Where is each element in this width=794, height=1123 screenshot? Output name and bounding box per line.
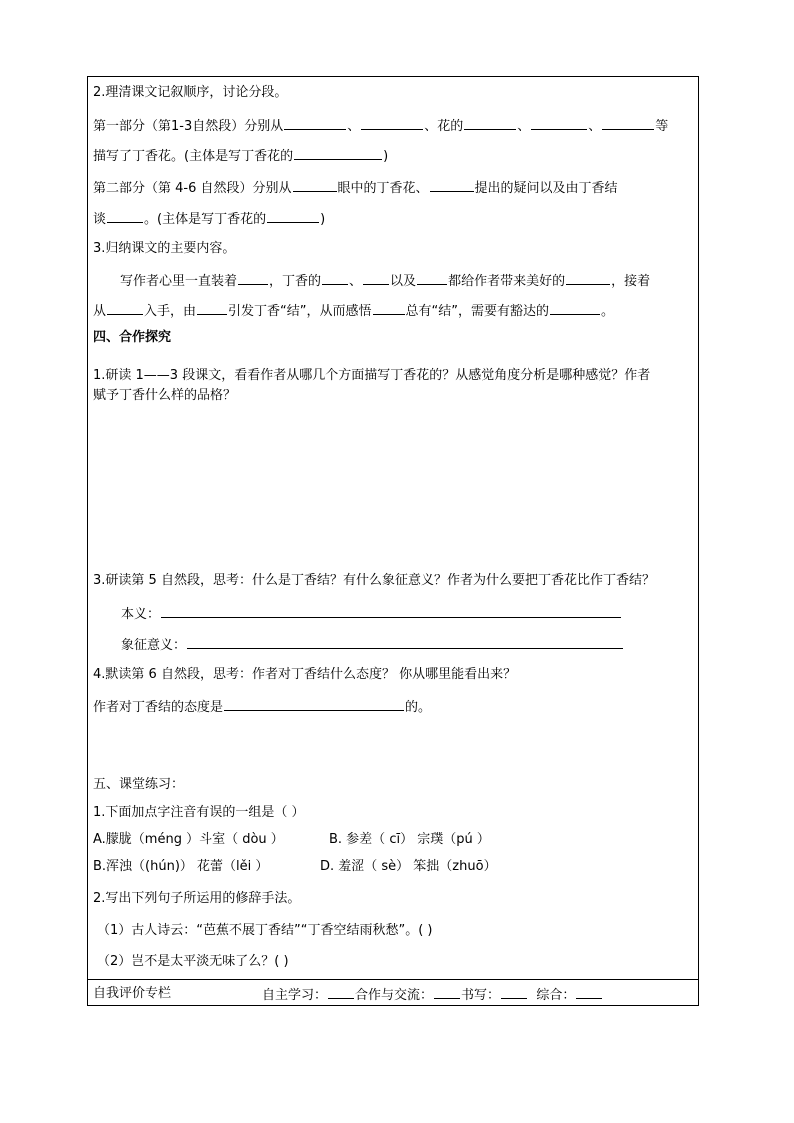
blank[interactable] xyxy=(550,301,600,315)
blank[interactable] xyxy=(267,209,319,223)
blank[interactable] xyxy=(566,271,610,285)
blank[interactable] xyxy=(107,301,143,315)
s5-q1-title: 1.下面加点字注音有误的一组是（ ） xyxy=(93,805,305,820)
blank[interactable] xyxy=(417,271,447,285)
blank[interactable] xyxy=(284,116,346,130)
s5-option-c: B.浑浊（(hún)） 花蕾（lěi ） xyxy=(93,859,269,874)
s4-q1-answer-area[interactable] xyxy=(93,410,691,570)
blank[interactable] xyxy=(430,178,474,192)
s5-option-d: D. 羞涩（ sè） 笨拙（zhuō） xyxy=(320,859,497,874)
s4-q4-answer: 作者对丁香结的态度是 的。 xyxy=(93,697,431,717)
cooperation-blank[interactable] xyxy=(434,985,460,999)
part2-line2: 谈 。(主体是写丁香花的 ) xyxy=(93,209,325,229)
s4-q1-line1: 1.研读 1——3 段课文，看看作者从哪几个方面描写丁香花的？从感觉角度分析是哪种感觉？作者 xyxy=(93,368,651,383)
part2-line1: 第二部分（第 4-6 自然段）分别从 眼中的丁香花、 提出的疑问以及由丁香结 xyxy=(93,178,618,198)
summary-line1: 写作者心里一直装着 ，丁香的 、 以及 都给作者带来美好的 ，接着 xyxy=(120,271,650,291)
overall-blank[interactable] xyxy=(576,985,602,999)
blank[interactable] xyxy=(294,146,382,160)
s4-q3-symbolic: 象征意义： xyxy=(121,635,624,655)
self-eval-label: 自我评价专栏 xyxy=(93,986,172,1001)
s4-q4-title: 4.默读第 6 自然段，思考：作者对丁香结什么态度？ 你从哪里能看出来？ xyxy=(93,667,517,682)
s4-q3-title: 3.研读第 5 自然段，思考：什么是丁香结？有什么象征意义？作者为什么要把丁香花比作丁香结？ xyxy=(93,573,655,588)
self-eval-scores: 自主学习： 合作与交流： 书写： 综合： xyxy=(262,985,603,1005)
s5-q2-item2: （2）岂不是太平淡无味了么？( ) xyxy=(97,954,289,969)
s5-q2-title: 2.写出下列句子所运用的修辞手法。 xyxy=(93,891,301,906)
blank[interactable] xyxy=(322,271,348,285)
q3-title: 3.归纳课文的主要内容。 xyxy=(93,241,236,256)
blank[interactable] xyxy=(187,635,623,649)
blank[interactable] xyxy=(363,271,389,285)
section5-heading: 五、课堂练习： xyxy=(93,777,185,792)
summary-line2: 从 入手，由 引发丁香“结”，从而感悟 总有“结”，需要有豁达的 。 xyxy=(93,301,614,321)
s5-option-b: B. 参差（ cī） 宗璞（pú ） xyxy=(329,832,490,847)
blank[interactable] xyxy=(464,116,516,130)
part1-line1: 第一部分（第1-3自然段）分别从 、 、花的 、 、 等 xyxy=(93,116,668,136)
blank[interactable] xyxy=(602,116,654,130)
part1-line2: 描写了丁香花。(主体是写丁香花的 ) xyxy=(93,146,388,166)
blank[interactable] xyxy=(531,116,587,130)
s4-q1-line2: 赋予丁香什么样的品格？ xyxy=(93,388,237,403)
blank[interactable] xyxy=(293,178,337,192)
blank[interactable] xyxy=(107,209,143,223)
blank[interactable] xyxy=(361,116,423,130)
s5-option-a: A.朦胧（méng ）斗室（ dòu ） xyxy=(93,832,284,847)
footer-divider xyxy=(87,979,699,980)
blank[interactable] xyxy=(224,697,404,711)
writing-blank[interactable] xyxy=(501,985,527,999)
blank[interactable] xyxy=(161,604,621,618)
s5-q2-item1: （1）古人诗云：“芭蕉不展丁香结”“丁香空结雨秋愁”。( ) xyxy=(97,923,433,938)
s4-q3-literal: 本义： xyxy=(121,604,622,624)
q2-title: 2.理清课文记叙顺序，讨论分段。 xyxy=(93,85,288,100)
blank[interactable] xyxy=(373,301,405,315)
section4-heading: 四、合作探究 xyxy=(93,330,172,345)
blank[interactable] xyxy=(197,301,227,315)
self-study-blank[interactable] xyxy=(328,985,354,999)
blank[interactable] xyxy=(238,271,268,285)
